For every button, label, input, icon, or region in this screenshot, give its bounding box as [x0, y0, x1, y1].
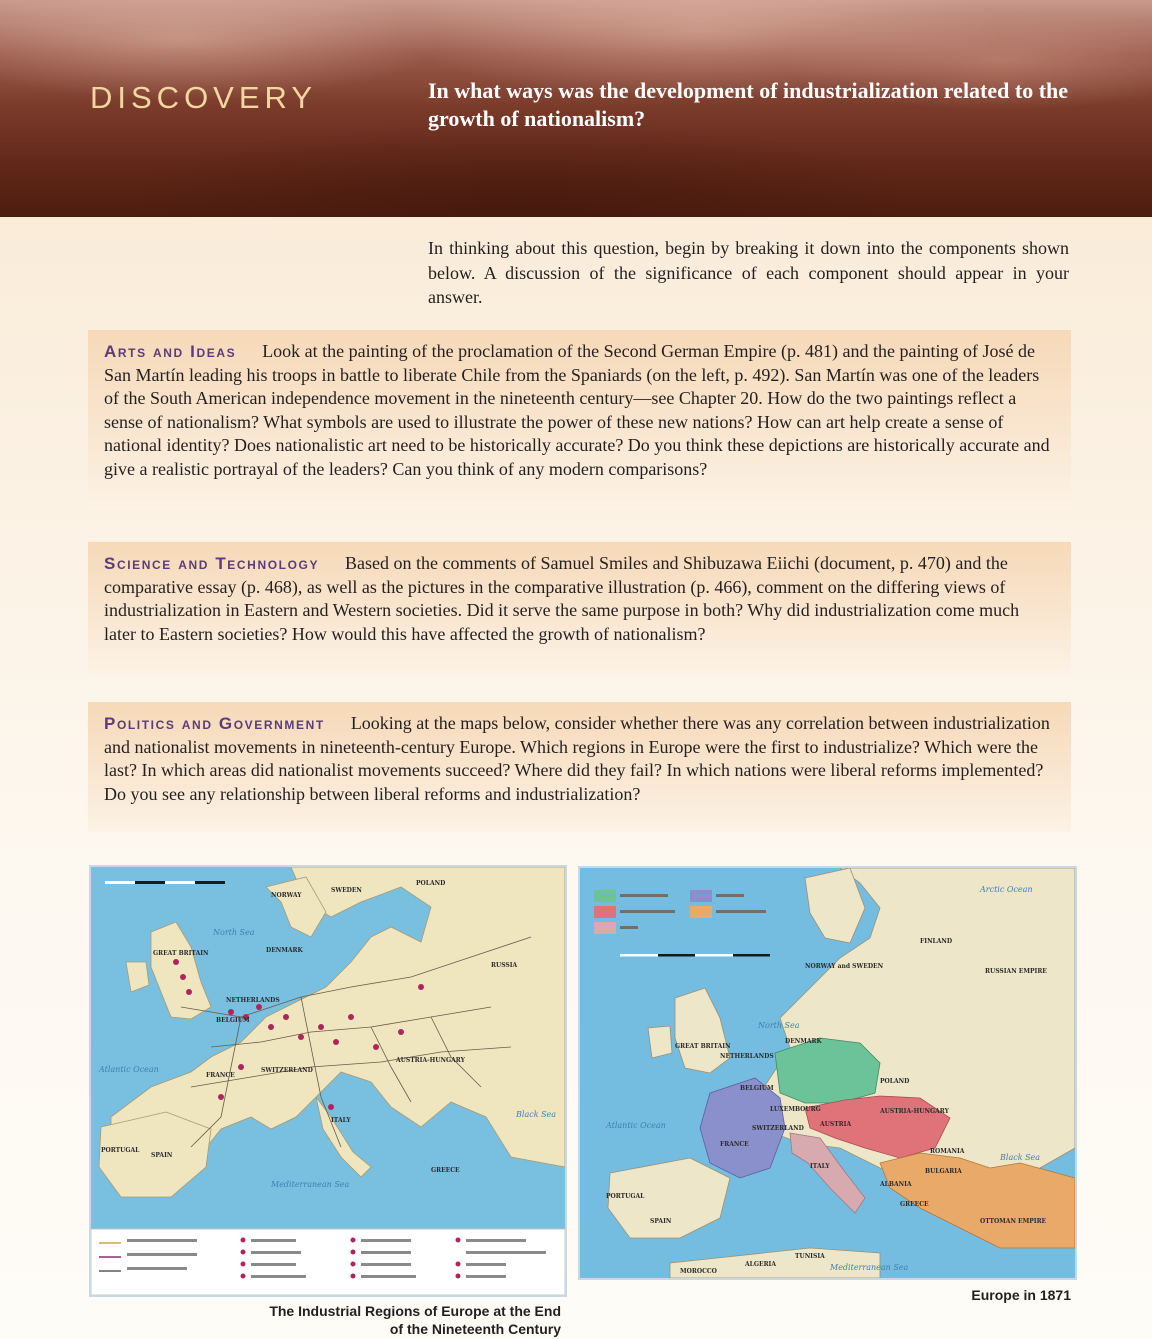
map2-label-netherlands: NETHERLANDS [720, 1053, 774, 1060]
industrial-regions-map [89, 865, 567, 1297]
section-science-text [104, 552, 1055, 646]
industrial-map-caption [170, 1302, 561, 1338]
map1-label-france: FRANCE [206, 1072, 235, 1079]
map1-label-denmark: DENMARK [266, 947, 303, 954]
map2-label-greece: GREECE [900, 1201, 929, 1208]
map2-label-britain: GREAT BRITAIN [675, 1043, 731, 1050]
map2-label-portugal: PORTUGAL [606, 1193, 645, 1200]
map2-sea-label-black: Black Sea [1000, 1153, 1041, 1162]
map2-label-denmark: DENMARK [785, 1038, 822, 1045]
map1-label-norway: NORWAY [271, 892, 302, 899]
map2-label-luxembourg: LUXEMBOURG [770, 1106, 821, 1113]
map1-label-britain: GREAT BRITAIN [153, 950, 209, 957]
section-science-body: Based on the comments of Samuel Smiles and Shibuzawa Eiichi (document, p. 470) and the comparative essay (p. 468), as well as the pictures in the comparative illustration (p. 466), comment on the differing views of industrialization in Eastern and Western societies. Did it serve the same purpose in both? Why did industrialization come much later to Eastern societies? How would this have affected the growth of nationalism? [104, 553, 1020, 644]
map1-sea-label-atlantic: Atlantic Ocean [99, 1065, 159, 1074]
map2-label-france: FRANCE [720, 1141, 749, 1148]
europe-1871-map [578, 866, 1077, 1280]
map1-label-sweden: SWEDEN [331, 887, 362, 894]
map2-label-ottoman: OTTOMAN EMPIRE [980, 1218, 1047, 1225]
map2-ireland [648, 1026, 672, 1058]
section-politics-label: Politics and Government [104, 714, 325, 733]
map2-sea-label-arctic: Arctic Ocean [980, 885, 1033, 894]
map1-label-switzerland: SWITZERLAND [261, 1067, 313, 1074]
map1-label-belgium: BELGIUM [216, 1017, 250, 1024]
map1-legend [91, 1229, 565, 1295]
map1-label-greece: GREECE [431, 1167, 460, 1174]
map1-label-italy: ITALY [331, 1117, 351, 1124]
map2-sea-label-med: Mediterranean Sea [830, 1263, 909, 1272]
industrial-map-caption-line1: The Industrial Regions of Europe at the End [269, 1303, 561, 1319]
banner-question: In what ways was the development of industrialization related to the growth of nationalism? [428, 78, 1069, 131]
industrial-map-graphic [91, 867, 565, 1295]
discovery-banner [0, 0, 1152, 217]
map2-sea-label-north: North Sea [758, 1021, 800, 1030]
map2-german-empire [775, 1038, 880, 1103]
section-science-and-technology [88, 542, 1071, 674]
map2-label-morocco: MOROCCO [680, 1268, 717, 1275]
map2-label-spain: SPAIN [650, 1218, 672, 1225]
map2-label-romania: ROMANIA [930, 1148, 965, 1155]
section-arts-and-ideas [88, 330, 1071, 510]
map2-sea-label-atlantic: Atlantic Ocean [606, 1121, 666, 1130]
section-arts-label: Arts and Ideas [104, 342, 237, 361]
map2-label-italy: ITALY [810, 1163, 830, 1170]
intro-paragraph: In thinking about this question, begin by breaking it down into the components shown below. A discussion of the significance of each component should appear in your answer. [428, 238, 1069, 307]
map2-label-austria: AUSTRIA [820, 1121, 852, 1128]
map2-label-austria-hungary: AUSTRIA-HUNGARY [880, 1108, 949, 1115]
map1-label-portugal: PORTUGAL [101, 1147, 140, 1154]
map2-label-norway-sweden: NORWAY and SWEDEN [805, 963, 884, 970]
map2-label-russian-empire: RUSSIAN EMPIRE [985, 968, 1047, 975]
map1-label-austria: AUSTRIA-HUNGARY [396, 1057, 465, 1064]
map1-scale-bar [105, 881, 225, 884]
map2-label-finland: FINLAND [920, 938, 953, 945]
map1-label-spain: SPAIN [151, 1152, 173, 1159]
map2-label-bulgaria: BULGARIA [925, 1168, 962, 1175]
industrial-map-caption-line2: of the Nineteenth Century [389, 1321, 561, 1337]
section-politics-and-government [88, 702, 1071, 832]
europe-1871-map-graphic [580, 868, 1075, 1278]
section-arts-text [104, 340, 1055, 482]
map2-label-switzerland: SWITZERLAND [752, 1125, 804, 1132]
map2-label-tunisia: TUNISIA [795, 1253, 825, 1260]
europe-1871-caption: Europe in 1871 [971, 1287, 1071, 1303]
section-science-label: Science and Technology [104, 554, 320, 573]
map1-sea-label-north: North Sea [213, 928, 255, 937]
map2-label-belgium: BELGIUM [740, 1085, 774, 1092]
map2-label-poland: POLAND [880, 1078, 910, 1085]
map1-label-netherlands: NETHERLANDS [226, 997, 280, 1004]
section-arts-body: Look at the painting of the proclamation of the Second German Empire (p. 481) and the painting of José de San Martín leading his troops in battle to liberate Chile from the Spaniards (on the left, p. 492). San Martín was one of the leaders of the South American independence movement in the nineteenth century—see Chapter 20. How do the two paintings reflect a sense of nationalism? What symbols are used to illustrate the power of these new nations? How can art help create a sense of national identity? Does nationalistic art need to be historically accurate? Do you think these depictions are historically accurate and give a realistic portrayal of the leaders? Can you think of any modern comparisons? [104, 341, 1050, 479]
map1-label-poland: POLAND [416, 880, 446, 887]
map2-label-algeria: ALGERIA [745, 1261, 777, 1268]
banner-title: DISCOVERY [90, 80, 318, 115]
map2-label-albania: ALBANIA [880, 1181, 912, 1188]
map1-sea-label-med: Mediterranean Sea [271, 1180, 350, 1189]
map1-label-russia: RUSSIA [491, 962, 518, 969]
section-politics-text [104, 712, 1055, 806]
map1-sea-label-black: Black Sea [516, 1110, 557, 1119]
section-politics-body: Looking at the maps below, consider whether there was any correlation between industrialization and nationalist movements in nineteenth-century Europe. Which regions in Europe were the first to industrialize? Which were the last? In which areas did nationalist movements succeed? Where did they fail? In which nations were liberal reforms implemented? Do you see any relationship between liberal reforms and industrialization? [104, 713, 1050, 804]
